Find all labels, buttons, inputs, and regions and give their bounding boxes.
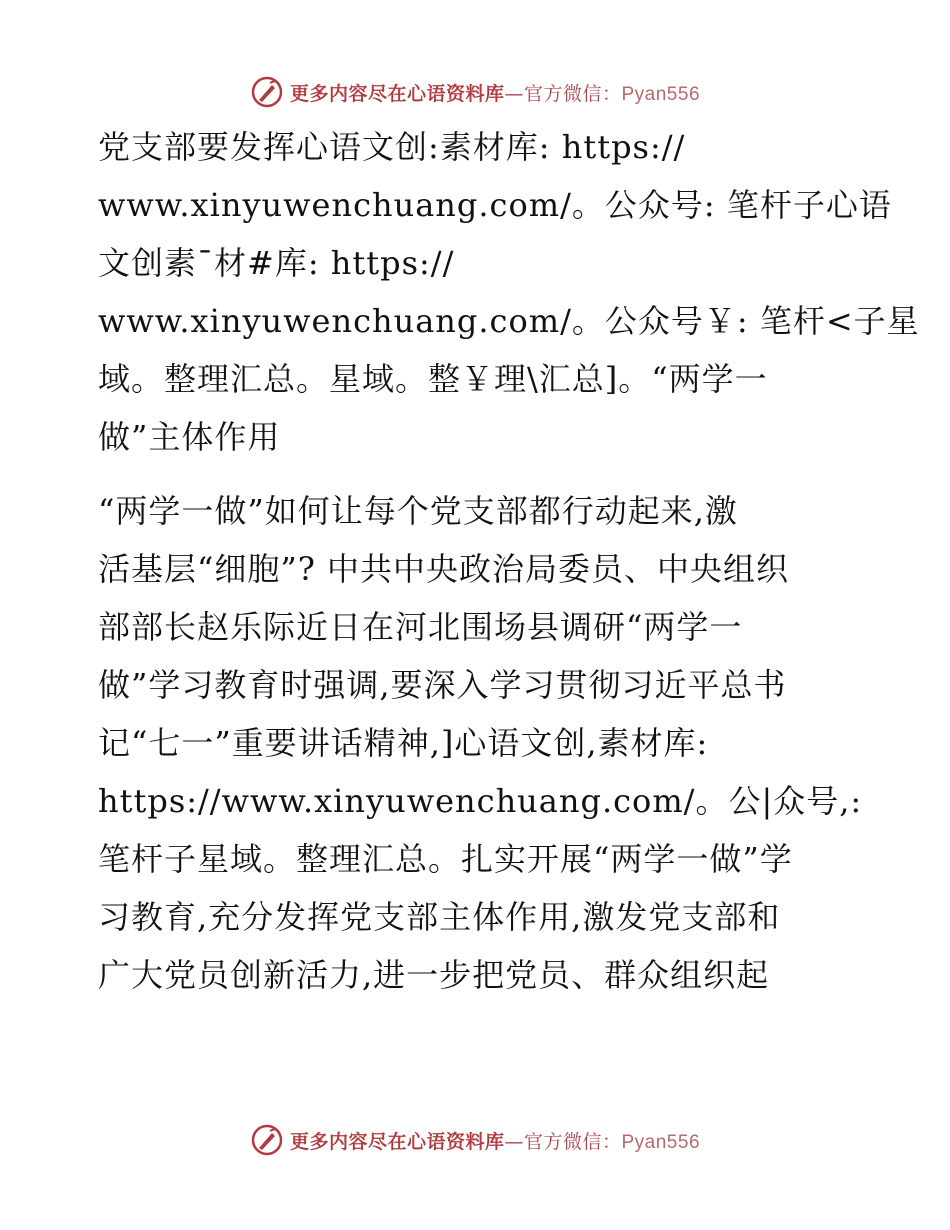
text-line: 党支部要发挥心语文创:素材库: https://: [98, 128, 686, 166]
text-line: 域。整理汇总。星域。整￥理\汇总]。“两学一: [98, 360, 768, 398]
text-line: https://www.xinyuwenchuang.com/。公|众号,:: [98, 782, 863, 820]
header-text: [290, 79, 700, 106]
page-header: [0, 72, 950, 112]
document-body: [98, 118, 920, 1004]
text-line: 广大党员创新活力,进一步把党员、群众组织起: [98, 956, 770, 994]
pen-logo-icon: [250, 75, 284, 109]
text-line: 笔杆子星域。整理汇总。扎实开展“两学一做”学: [98, 840, 793, 878]
footer-dash: —: [504, 1130, 524, 1153]
page-footer: [0, 1120, 950, 1160]
text-line: 文创素¯材#库: https://: [98, 244, 455, 282]
header-label: 官方微信：: [523, 82, 622, 105]
header-account: Pyan556: [621, 83, 701, 105]
text-line: 习教育,充分发挥党支部主体作用,激发党支部和: [98, 898, 781, 936]
text-line: 活基层“细胞”? 中共中央政治局委员、中央组织: [98, 550, 790, 588]
paragraph: [98, 482, 863, 1004]
text-line: 部部长赵乐际近日在河北围场县调研“两学一: [98, 608, 743, 646]
text-line: 做”学习教育时强调,要深入学习贯彻习近平总书: [98, 666, 787, 704]
text-line: “两学一做”如何让每个党支部都行动起来,激: [98, 492, 738, 530]
header-dash: —: [504, 82, 524, 105]
text-line: www.xinyuwenchuang.com/。公众号: 笔杆子心语: [98, 186, 892, 224]
header-brand: 更多内容尽在心语资料库: [289, 82, 505, 105]
footer-label: 官方微信：: [523, 1130, 622, 1153]
paragraph: [98, 118, 920, 466]
footer-brand: 更多内容尽在心语资料库: [289, 1130, 505, 1153]
footer-text: [290, 1127, 700, 1154]
pen-logo-icon: [250, 1123, 284, 1157]
text-line: 做”主体作用: [98, 418, 281, 456]
text-line: 记“七一”重要讲话精神,]心语文创,素材库:: [98, 724, 709, 762]
text-line: www.xinyuwenchuang.com/。公众号￥: 笔杆<子星: [98, 302, 920, 340]
footer-account: Pyan556: [621, 1131, 701, 1153]
